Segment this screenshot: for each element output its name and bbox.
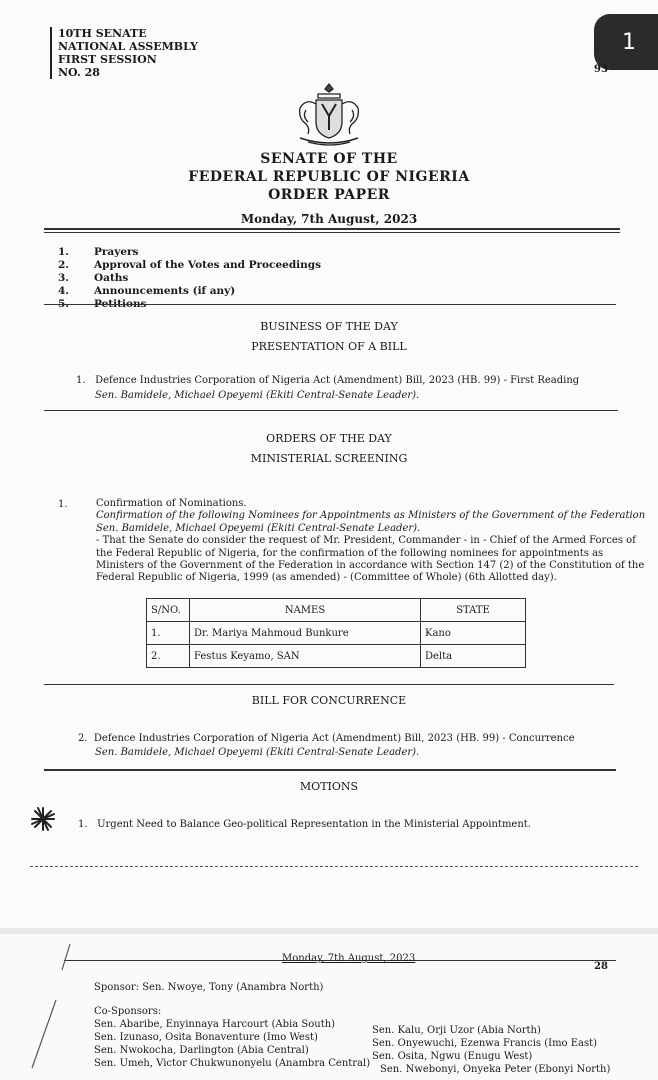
paper-number: NO. 28 xyxy=(58,66,100,79)
agenda-item xyxy=(58,285,321,298)
divider xyxy=(44,684,614,685)
concurrence-sponsor: Sen. Bamidele, Michael Opeyemi (Ekiti Central-Senate Leader). xyxy=(95,747,420,758)
title-order-paper: ORDER PAPER xyxy=(268,187,390,203)
concurrence-heading: BILL FOR CONCURRENCE xyxy=(251,694,407,707)
cosponsor-left: Sen. Abaribe, Enyinnaya Harcourt (Abia South) xyxy=(94,1019,336,1030)
item-number: 2. xyxy=(78,733,88,744)
table-cell: Dr. Mariya Mahmoud Bunkure xyxy=(190,622,421,645)
motions-heading: MOTIONS xyxy=(299,780,359,793)
page-counter-text: 1 xyxy=(622,29,636,55)
agenda-item xyxy=(58,272,321,285)
agenda-number: 3. xyxy=(58,272,69,284)
agenda-list xyxy=(58,246,321,311)
agenda-text: Announcements (if any) xyxy=(94,285,236,297)
page-number: 93 xyxy=(594,64,608,75)
session-label: FIRST SESSION xyxy=(58,53,157,66)
business-heading: BUSINESS OF THE DAY xyxy=(260,320,398,333)
cosponsor-right: Sen. Nwebonyi, Onyeka Peter (Ebonyi North) xyxy=(380,1064,611,1075)
divider xyxy=(44,228,620,230)
item-text: Defence Industries Corporation of Nigeria Act (Amendment) Bill, 2023 (HB. 99) - First Reading xyxy=(95,375,580,386)
table-row xyxy=(147,622,526,645)
agenda-text: Oaths xyxy=(94,272,129,284)
agenda-number: 4. xyxy=(58,285,69,297)
session-header xyxy=(50,27,198,79)
orders-line: Confirmation of the following Nominees for Appointments as Ministers of the Government of the Federation xyxy=(96,510,646,522)
orders-heading: ORDERS OF THE DAY xyxy=(266,432,392,445)
cosponsor-left: Sen. Umeh, Victor Chukwunonyelu (Anambra Central) xyxy=(94,1058,371,1069)
item-text: Urgent Need to Balance Geo-political Representation in the Ministerial Appointment. xyxy=(97,819,531,830)
order-paper-date: Monday, 7th August, 2023 xyxy=(240,212,418,226)
table-cell: Festus Keyamo, SAN xyxy=(190,645,421,668)
table-row xyxy=(147,645,526,668)
concurrence-item xyxy=(78,732,574,745)
item-number: 1. xyxy=(78,819,88,830)
title-republic: FEDERAL REPUBLIC OF NIGERIA xyxy=(188,169,470,185)
coat-of-arms-icon xyxy=(288,80,370,150)
pen-mark-icon xyxy=(26,940,76,1070)
column-header: S/NO. xyxy=(147,599,190,622)
divider xyxy=(44,304,616,305)
table-cell: 1. xyxy=(147,622,190,645)
orders-item-body xyxy=(96,498,646,585)
cosponsor-right: Sen. Kalu, Orji Uzor (Abia North) xyxy=(372,1025,541,1036)
cosponsor-left: Sen. Izunaso, Osita Bonaventure (Imo West) xyxy=(94,1032,318,1043)
nominees-table xyxy=(146,598,526,668)
assembly-label: NATIONAL ASSEMBLY xyxy=(58,40,198,53)
page2-number: 28 xyxy=(594,961,608,972)
bill-sponsor: Sen. Bamidele, Michael Opeyemi (Ekiti Central-Senate Leader). xyxy=(95,390,420,401)
bill-item xyxy=(76,374,579,387)
divider xyxy=(44,769,616,771)
agenda-text: Prayers xyxy=(94,246,139,258)
item-number: 1. xyxy=(76,375,86,386)
motion-item xyxy=(78,818,531,831)
orders-line: the Federal Republic of Nigeria, for the confirmation of the following nominees for appointments as xyxy=(96,547,604,559)
table-cell: 2. xyxy=(147,645,190,668)
cosponsor-right: Sen. Osita, Ngwu (Enugu West) xyxy=(372,1051,533,1062)
asterisk-mark-icon xyxy=(30,806,56,832)
table-header-row xyxy=(147,599,526,622)
agenda-number: 2. xyxy=(58,259,69,271)
column-header: NAMES xyxy=(190,599,421,622)
orders-line: Federal Republic of Nigeria, 1999 (as amended) - (Committee of Whole) (6th Allotted day). xyxy=(96,572,557,584)
motion-sponsor: Sponsor: Sen. Nwoye, Tony (Anambra North) xyxy=(94,982,324,993)
table-cell: Kano xyxy=(421,622,526,645)
presentation-heading: PRESENTATION OF A BILL xyxy=(251,340,407,353)
orders-item-number: 1. xyxy=(58,499,68,510)
agenda-text: Petitions xyxy=(94,298,147,310)
agenda-number: 5. xyxy=(58,298,69,310)
order-paper-page-2 xyxy=(0,934,658,1080)
orders-line: Ministers of the Government of the Federation in accordance with Section 147 (2) of the Constitution of the xyxy=(96,560,645,572)
agenda-text: Approval of the Votes and Proceedings xyxy=(94,259,322,271)
title-senate: SENATE OF THE xyxy=(260,151,398,167)
item-text: Defence Industries Corporation of Nigeria Act (Amendment) Bill, 2023 (HB. 99) - Concurrence xyxy=(93,733,575,744)
orders-line: Sen. Bamidele, Michael Opeyemi (Ekiti Central-Senate Leader). xyxy=(96,522,421,534)
senate-number: 10TH SENATE xyxy=(58,27,147,40)
screening-heading: MINISTERIAL SCREENING xyxy=(250,452,408,465)
agenda-item xyxy=(58,246,321,259)
divider xyxy=(44,410,618,411)
agenda-number: 1. xyxy=(58,246,69,258)
cosponsor-right: Sen. Onyewuchi, Ezenwa Francis (Imo East) xyxy=(372,1038,598,1049)
divider xyxy=(30,866,638,867)
agenda-item xyxy=(58,259,321,272)
orders-line: - That the Senate do consider the request of Mr. President, Commander - in - Chief of the Armed Forces of xyxy=(96,535,636,547)
page2-date: Monday, 7th August, 2023 xyxy=(282,953,416,964)
divider xyxy=(44,232,620,233)
cosponsor-left: Sen. Nwokocha, Darlington (Abia Central) xyxy=(94,1045,309,1056)
orders-line: Confirmation of Nominations. xyxy=(96,498,247,509)
table-cell: Delta xyxy=(421,645,526,668)
page-counter-badge xyxy=(594,14,658,70)
cosponsors-label: Co-Sponsors: xyxy=(94,1006,162,1017)
column-header: STATE xyxy=(421,599,526,622)
